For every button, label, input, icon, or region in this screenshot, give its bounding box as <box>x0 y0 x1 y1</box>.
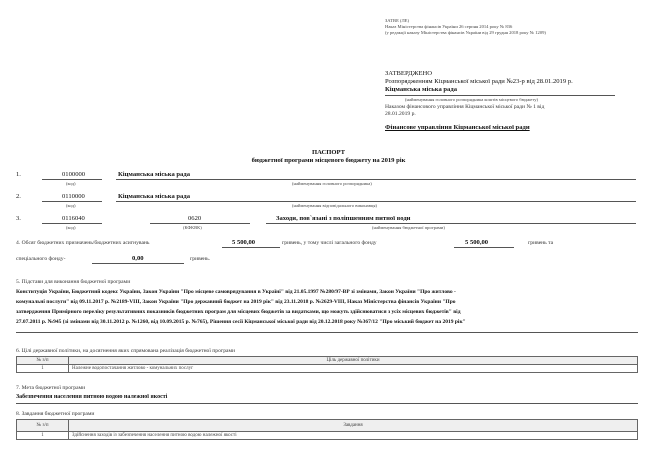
document-title: ПАСПОРТ <box>311 149 346 156</box>
section5-line2: комунальні послуги" від 09.11.2017 р. №2189-VIII, Закон України "Про державний бюджет на 2019 рік" від 23.11.2018 р. №2629-VIII, Наказ Міністерства фінансів України "Про <box>16 299 456 305</box>
section4-total: 5 500,00 <box>232 239 256 246</box>
row2-number: 2. <box>16 193 21 200</box>
council-name: Кіцманська міська рада <box>385 86 457 93</box>
order2-line2: 28.01.2019 р. <box>385 111 416 117</box>
row1-code: 0100000 <box>62 171 86 178</box>
row3-name-caption: (найменування бюджетної програми) <box>372 225 445 230</box>
section6-heading: 6. Цілі державної політики, на досягнення яких спрямована реалізація бюджетної програми <box>16 348 236 354</box>
section4-label: 4. Обсяг бюджетних призначень/бюджетних асигнувань <box>16 240 150 246</box>
row2-name: Кіцманська міська рада <box>118 193 190 200</box>
row3-code: 0116040 <box>62 215 85 222</box>
row2-code: 0110000 <box>62 193 85 200</box>
section6-col-goal: Ціль державної політики <box>69 357 638 365</box>
section4-general: 5 500,00 <box>465 239 489 246</box>
section6-col-num: № з/п <box>17 357 69 365</box>
section8-col-task: Завдання <box>69 420 638 432</box>
finance-dept: Фінансове управління Кіцманської міської ради <box>385 124 530 131</box>
section6-table <box>16 356 638 373</box>
row2-name-caption: (найменування відповідального виконавця) <box>292 203 377 208</box>
section5-line3: затвердження Примірного переліку результативних показників бюджетних програм для місцевих бюджетів за видатками, що можуть здійснюватися з усіх місцевих бюджетів" від <box>16 309 461 315</box>
decree-text: Розпорядженням Кіцманської міської ради №23-р від 28.01.2019 р. <box>385 78 573 85</box>
section4-middle: гривень, у тому числі загального фонду <box>282 240 377 246</box>
section8-row-text: Здійснення заходів із забезпечення населення питною водою належної якості <box>69 432 638 440</box>
row1-code-caption: (код) <box>66 181 76 186</box>
order-reference-line1: Наказ Міністерства фінансів України 26 серпня 2014 року № 836 <box>385 24 513 29</box>
section5-line4: 27.07.2011 р. №945 (зі змінами від 30.11.2012 р. №1260, від 10.09.2015 р. №765), Рішення сесії Кіцманської міської ради від 20.12.2018 року №367/12 "Про міський бюджет на 2019 рік" <box>16 319 466 325</box>
section4-tail: гривень та <box>528 240 554 246</box>
section5-line1: Конституція України, Бюджетний кодекс України, Закон України "Про місцеве самоврядування в Україні" від 21.05.1997 №280/97-ВР зі змінами, Закон України "Про житлово - <box>16 289 456 295</box>
section4-special-label: спеціального фонду- <box>16 256 66 262</box>
row1-name: Кіцманська міська рада <box>118 171 190 178</box>
order2-line1: Наказом фінансового управління Кіцманської міської ради № 1 від <box>385 104 545 110</box>
section8-row-num: 1 <box>17 432 69 440</box>
document-subtitle: бюджетної програми місцевого бюджету на 2019 рік <box>251 157 406 164</box>
row1-name-caption: (найменування головного розпорядника) <box>292 181 372 186</box>
council-caption: (найменування головного розпорядника коштів місцевого бюджету) <box>405 97 539 102</box>
section7-heading: 7. Мета бюджетної програми <box>16 385 86 391</box>
form-code: ЗАТВЕ (ЛЕ) <box>385 18 410 23</box>
approved-label: ЗАТВЕРДЖЕНО <box>385 70 433 77</box>
row2-code-caption: (код) <box>66 203 76 208</box>
row3-kfkvk-caption: (КФКВК) <box>183 225 202 230</box>
section4-special: 0,00 <box>132 255 144 262</box>
section8-table <box>16 419 638 440</box>
row3-code-caption: (код) <box>66 225 76 230</box>
row1-number: 1. <box>16 171 21 178</box>
order-reference-line2: (у редакції наказу Міністерства фінансів України від 29 грудня 2018 року № 1209) <box>385 30 546 35</box>
section5-heading: 5. Підстави для виконання бюджетної програми <box>16 279 131 285</box>
section8-col-num: № з/п <box>17 420 69 432</box>
section8-heading: 8. Завдання бюджетної програми <box>16 411 95 417</box>
section6-row-text: Належне водопостачання житлово - комунальних послуг <box>69 365 638 373</box>
row3-kfkvk: 0620 <box>188 215 202 222</box>
section6-row-num: 1 <box>17 365 69 373</box>
section7-text: Забезпечення населення питною водою належної якості <box>16 394 168 400</box>
row3-number: 3. <box>16 215 21 222</box>
section4-special-tail: гривень. <box>190 256 211 262</box>
row3-name: Заходи, пов`язані з поліпшенням питної води <box>276 215 411 222</box>
